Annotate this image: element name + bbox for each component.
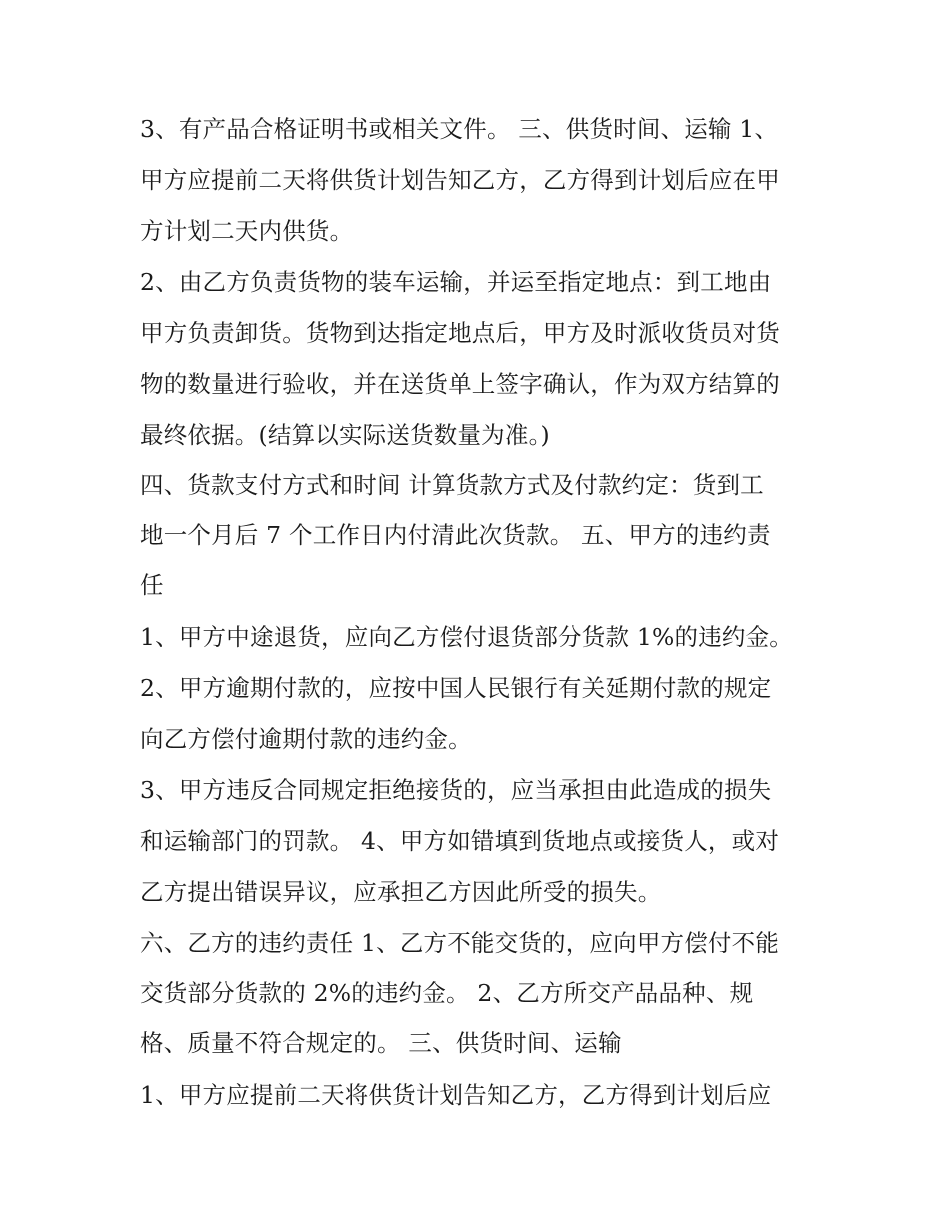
text-line: 六、乙方的违约责任 1、乙方不能交货的，应向甲方偿付不能 bbox=[140, 929, 780, 957]
text-line: 2、由乙方负责货物的装车运输，并运至指定地点：到工地由 bbox=[140, 268, 772, 296]
text-line: 物的数量进行验收，并在送货单上签字确认，作为双方结算的 bbox=[140, 370, 780, 398]
text-line: 方计划二天内供货。 bbox=[140, 217, 354, 245]
text-line: 2、甲方逾期付款的，应按中国人民银行有关延期付款的规定 bbox=[140, 674, 772, 702]
text-line: 四、货款支付方式和时间 计算货款方式及付款约定：货到工 bbox=[140, 471, 764, 499]
text-line: 向乙方偿付逾期付款的违约金。 bbox=[140, 725, 472, 753]
text-line: 地一个月后 7 个工作日内付清此次货款。 五、甲方的违约责 bbox=[140, 521, 771, 549]
text-line: 1、甲方应提前二天将供货计划告知乙方，乙方得到计划后应 bbox=[140, 1081, 772, 1109]
text-line: 最终依据。(结算以实际送货数量为准。) bbox=[140, 421, 550, 449]
text-line: 和运输部门的罚款。 4、甲方如错填到货地点或接货人，或对 bbox=[140, 827, 780, 855]
text-line: 甲方应提前二天将供货计划告知乙方，乙方得到计划后应在甲 bbox=[140, 166, 780, 194]
text-line: 1、甲方中途退货，应向乙方偿付退货部分货款 1%的违约金。 bbox=[140, 623, 794, 651]
text-line: 任 bbox=[140, 571, 164, 599]
text-line: 3、有产品合格证明书或相关文件。 三、供货时间、运输 1、 bbox=[140, 115, 779, 143]
text-line: 甲方负责卸货。货物到达指定地点后，甲方及时派收货员对货 bbox=[140, 319, 780, 347]
text-line: 交货部分货款的 2%的违约金。 2、乙方所交产品品种、规 bbox=[140, 979, 754, 1007]
text-line: 3、甲方违反合同规定拒绝接货的，应当承担由此造成的损失 bbox=[140, 776, 772, 804]
text-line: 乙方提出错误异议，应承担乙方因此所受的损失。 bbox=[140, 878, 662, 906]
text-line: 格、质量不符合规定的。 三、供货时间、运输 bbox=[140, 1029, 622, 1057]
